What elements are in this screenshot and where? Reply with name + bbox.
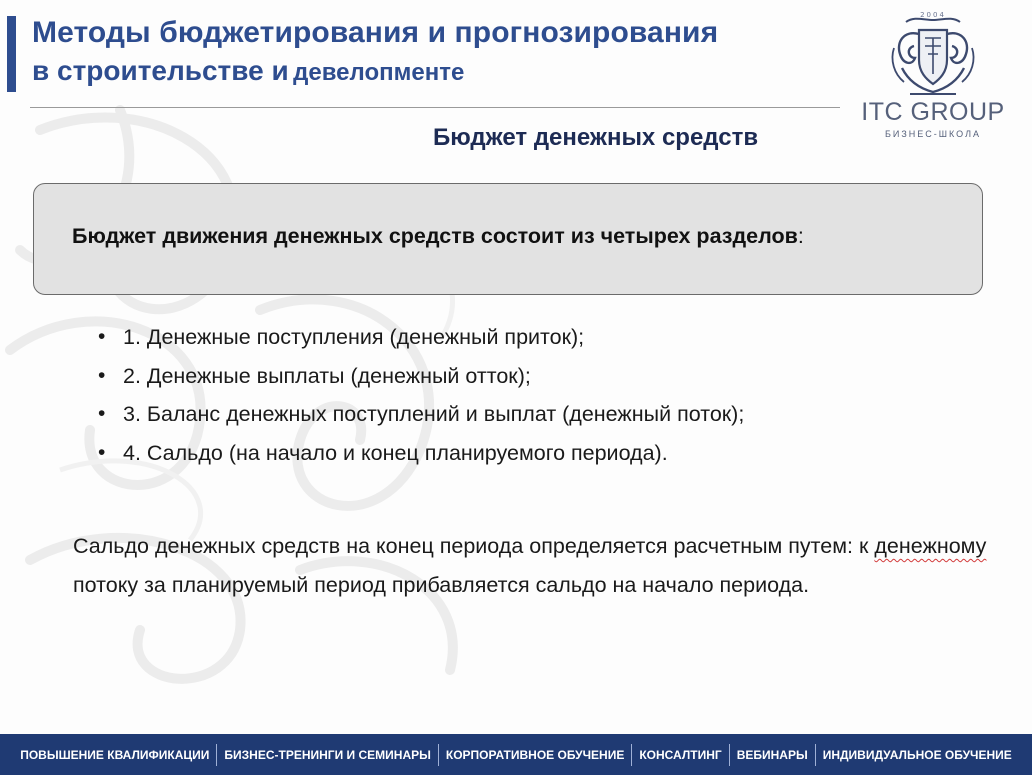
bullet-dot: • xyxy=(98,402,106,425)
footer-bar xyxy=(0,734,1032,775)
footer-item-corporate: КОРПОРАТИВНОЕ ОБУЧЕНИЕ xyxy=(445,747,625,762)
bullet-item-text: 2. Денежные выплаты (денежный отток); xyxy=(123,363,531,388)
highlight-box-text xyxy=(72,224,804,249)
body-paragraph xyxy=(73,527,1018,604)
footer-item-individual: ИНДИВИДУАЛЬНОЕ ОБУЧЕНИЕ xyxy=(822,747,1012,762)
title-line-2b: девелопменте xyxy=(293,59,465,86)
bullet-dot: • xyxy=(98,325,106,348)
title-line-2a: в строительстве и xyxy=(32,55,289,86)
footer-item-trainings: БИЗНЕС-ТРЕНИНГИ И СЕМИНАРЫ xyxy=(224,747,431,762)
bullet-item-text: 4. Сальдо (на начало и конец планируемого периода). xyxy=(123,440,668,465)
slide-subtitle: Бюджет денежных средств xyxy=(433,124,759,151)
header-divider xyxy=(30,107,840,108)
bullet-list xyxy=(98,318,744,472)
footer-item-consulting: КОНСАЛТИНГ xyxy=(639,747,722,762)
paragraph-part-1: Сальдо денежных средств на конец периода определяется расчетным путем: к xyxy=(73,534,875,558)
bullet-item xyxy=(98,357,744,396)
bullet-item xyxy=(98,434,744,473)
bullet-item xyxy=(98,395,744,434)
bullet-dot: • xyxy=(98,363,106,387)
logo-name: ITC GROUP xyxy=(861,98,1005,126)
bullet-item xyxy=(98,318,744,357)
footer-item-qualification: ПОВЫШЕНИЕ КВАЛИФИКАЦИИ xyxy=(20,747,210,762)
bullet-item-text: 3. Баланс денежных поступлений и выплат (денежный поток); xyxy=(123,402,745,426)
title-accent-bar xyxy=(7,16,16,92)
bullet-dot: • xyxy=(98,440,106,464)
itc-group-logo xyxy=(858,8,1008,140)
paragraph-part-2: потоку за планируемый период прибавляется сальдо на начало периода. xyxy=(73,572,810,597)
slide-title xyxy=(32,14,718,95)
footer-item-webinars: ВЕБИНАРЫ xyxy=(736,747,808,762)
logo-subtitle: БИЗНЕС-ШКОЛА xyxy=(884,129,981,139)
itc-group-emblem-icon xyxy=(884,8,982,100)
emblem-year: 2004 xyxy=(920,11,946,19)
highlight-box-colon: : xyxy=(797,224,804,248)
highlight-box xyxy=(33,183,983,295)
title-line-1: Методы бюджетирования и прогнозирования xyxy=(32,16,719,49)
spellcheck-underlined-word: денежному xyxy=(874,534,987,558)
highlight-box-statement: Бюджет движения денежных средств состоит из четырех разделов xyxy=(72,224,798,248)
bullet-item-text: 1. Денежные поступления (денежный приток); xyxy=(123,325,585,349)
